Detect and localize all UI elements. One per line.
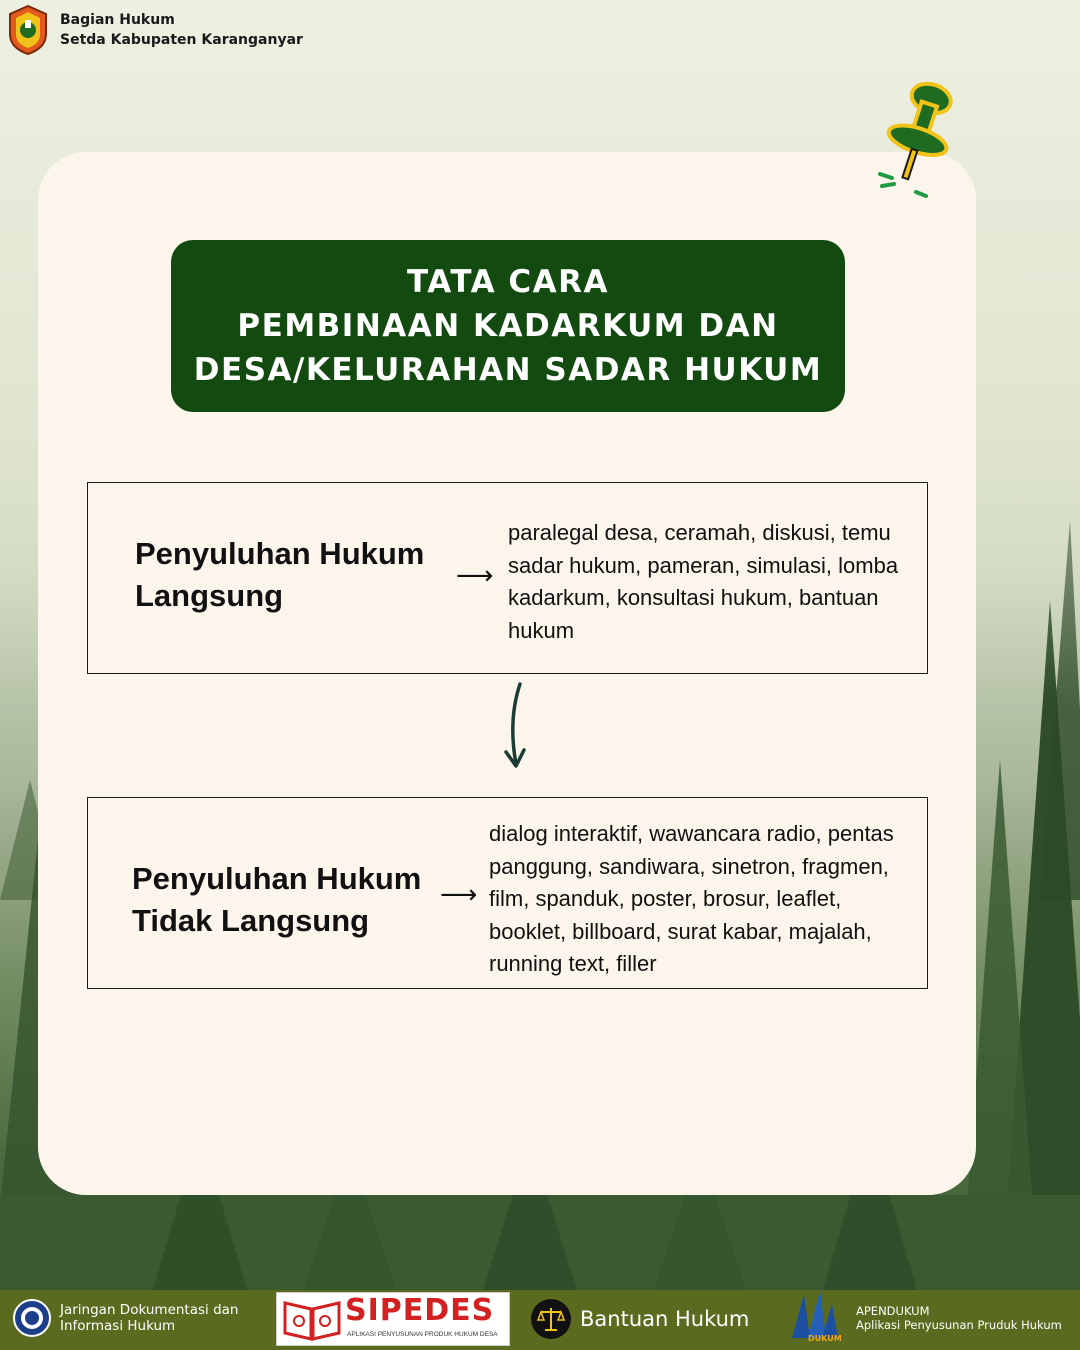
title-line1: TATA CARA (407, 264, 609, 300)
apendukum-logo[interactable] (786, 1290, 846, 1346)
header (6, 4, 303, 56)
desc-line: panggung, sandiwara, sinetron, fragmen, (489, 853, 889, 879)
item-box-tidak-langsung (87, 797, 928, 989)
jdih-logo-icon (12, 1298, 52, 1338)
push-pin-icon (872, 74, 962, 204)
arrow-right-icon: ⟶ (440, 880, 478, 910)
title-banner (171, 240, 845, 412)
sipedes-logo-text: SIPEDES (345, 1293, 495, 1328)
item-title-line1: Penyuluhan Hukum (135, 536, 425, 571)
title-line2: PEMBINAAN KADARKUM DAN (237, 308, 779, 344)
apendukum-title: APENDUKUM (856, 1304, 930, 1318)
jdih-link[interactable] (12, 1298, 238, 1338)
sipedes-subtitle: APLIKASI PENYUSUNAN PRODUK HUKUM DESA (347, 1331, 498, 1338)
title-line3: DESA/KELURAHAN SADAR HUKUM (193, 352, 823, 388)
bantuan-hukum-link[interactable] (530, 1298, 749, 1340)
apendukum-text (856, 1304, 1062, 1332)
item-description (489, 818, 894, 981)
apendukum-emblem-icon (786, 1290, 842, 1338)
item-title (132, 858, 421, 942)
desc-line: running text, filler (489, 951, 657, 976)
item-title-line1: Penyuluhan Hukum (132, 861, 422, 896)
curved-arrow-down-icon (500, 680, 536, 772)
item-title (135, 533, 424, 617)
book-icon (281, 1295, 343, 1343)
jdih-label-line1: Jaringan Dokumentasi dan (60, 1302, 239, 1318)
org-name-line2: Setda Kabupaten Karanganyar (60, 32, 303, 48)
jdih-label-line2: Informasi Hukum (60, 1318, 176, 1334)
bantuan-hukum-label: Bantuan Hukum (580, 1307, 750, 1331)
desc-line: paralegal desa, ceramah, diskusi, temu (508, 520, 891, 545)
apendukum-subtitle: Aplikasi Penyusunan Pruduk Hukum (856, 1318, 1062, 1332)
desc-line: film, spanduk, poster, brosur, leaflet, (489, 886, 842, 911)
apendukum-mark-text: DUKUM (808, 1334, 842, 1343)
item-box-langsung (87, 482, 928, 674)
org-name-line1: Bagian Hukum (60, 12, 175, 28)
desc-line: kadarkum, konsultasi hukum, bantuan (508, 585, 879, 610)
sipedes-link[interactable] (276, 1292, 510, 1346)
item-title-line2: Tidak Langsung (132, 903, 370, 938)
scales-of-justice-icon (530, 1298, 572, 1340)
karanganyar-logo (6, 4, 50, 56)
item-description (508, 517, 898, 647)
desc-line: booklet, billboard, surat kabar, majalah, (489, 918, 872, 944)
item-title-line2: Langsung (135, 578, 284, 613)
desc-line: hukum (508, 617, 575, 643)
desc-line: sadar hukum, pameran, simulasi, lomba (508, 552, 899, 578)
desc-line: dialog interaktif, wawancara radio, pentas (489, 821, 894, 846)
footer-bar (0, 1290, 1080, 1350)
arrow-right-icon: ⟶ (456, 561, 494, 591)
